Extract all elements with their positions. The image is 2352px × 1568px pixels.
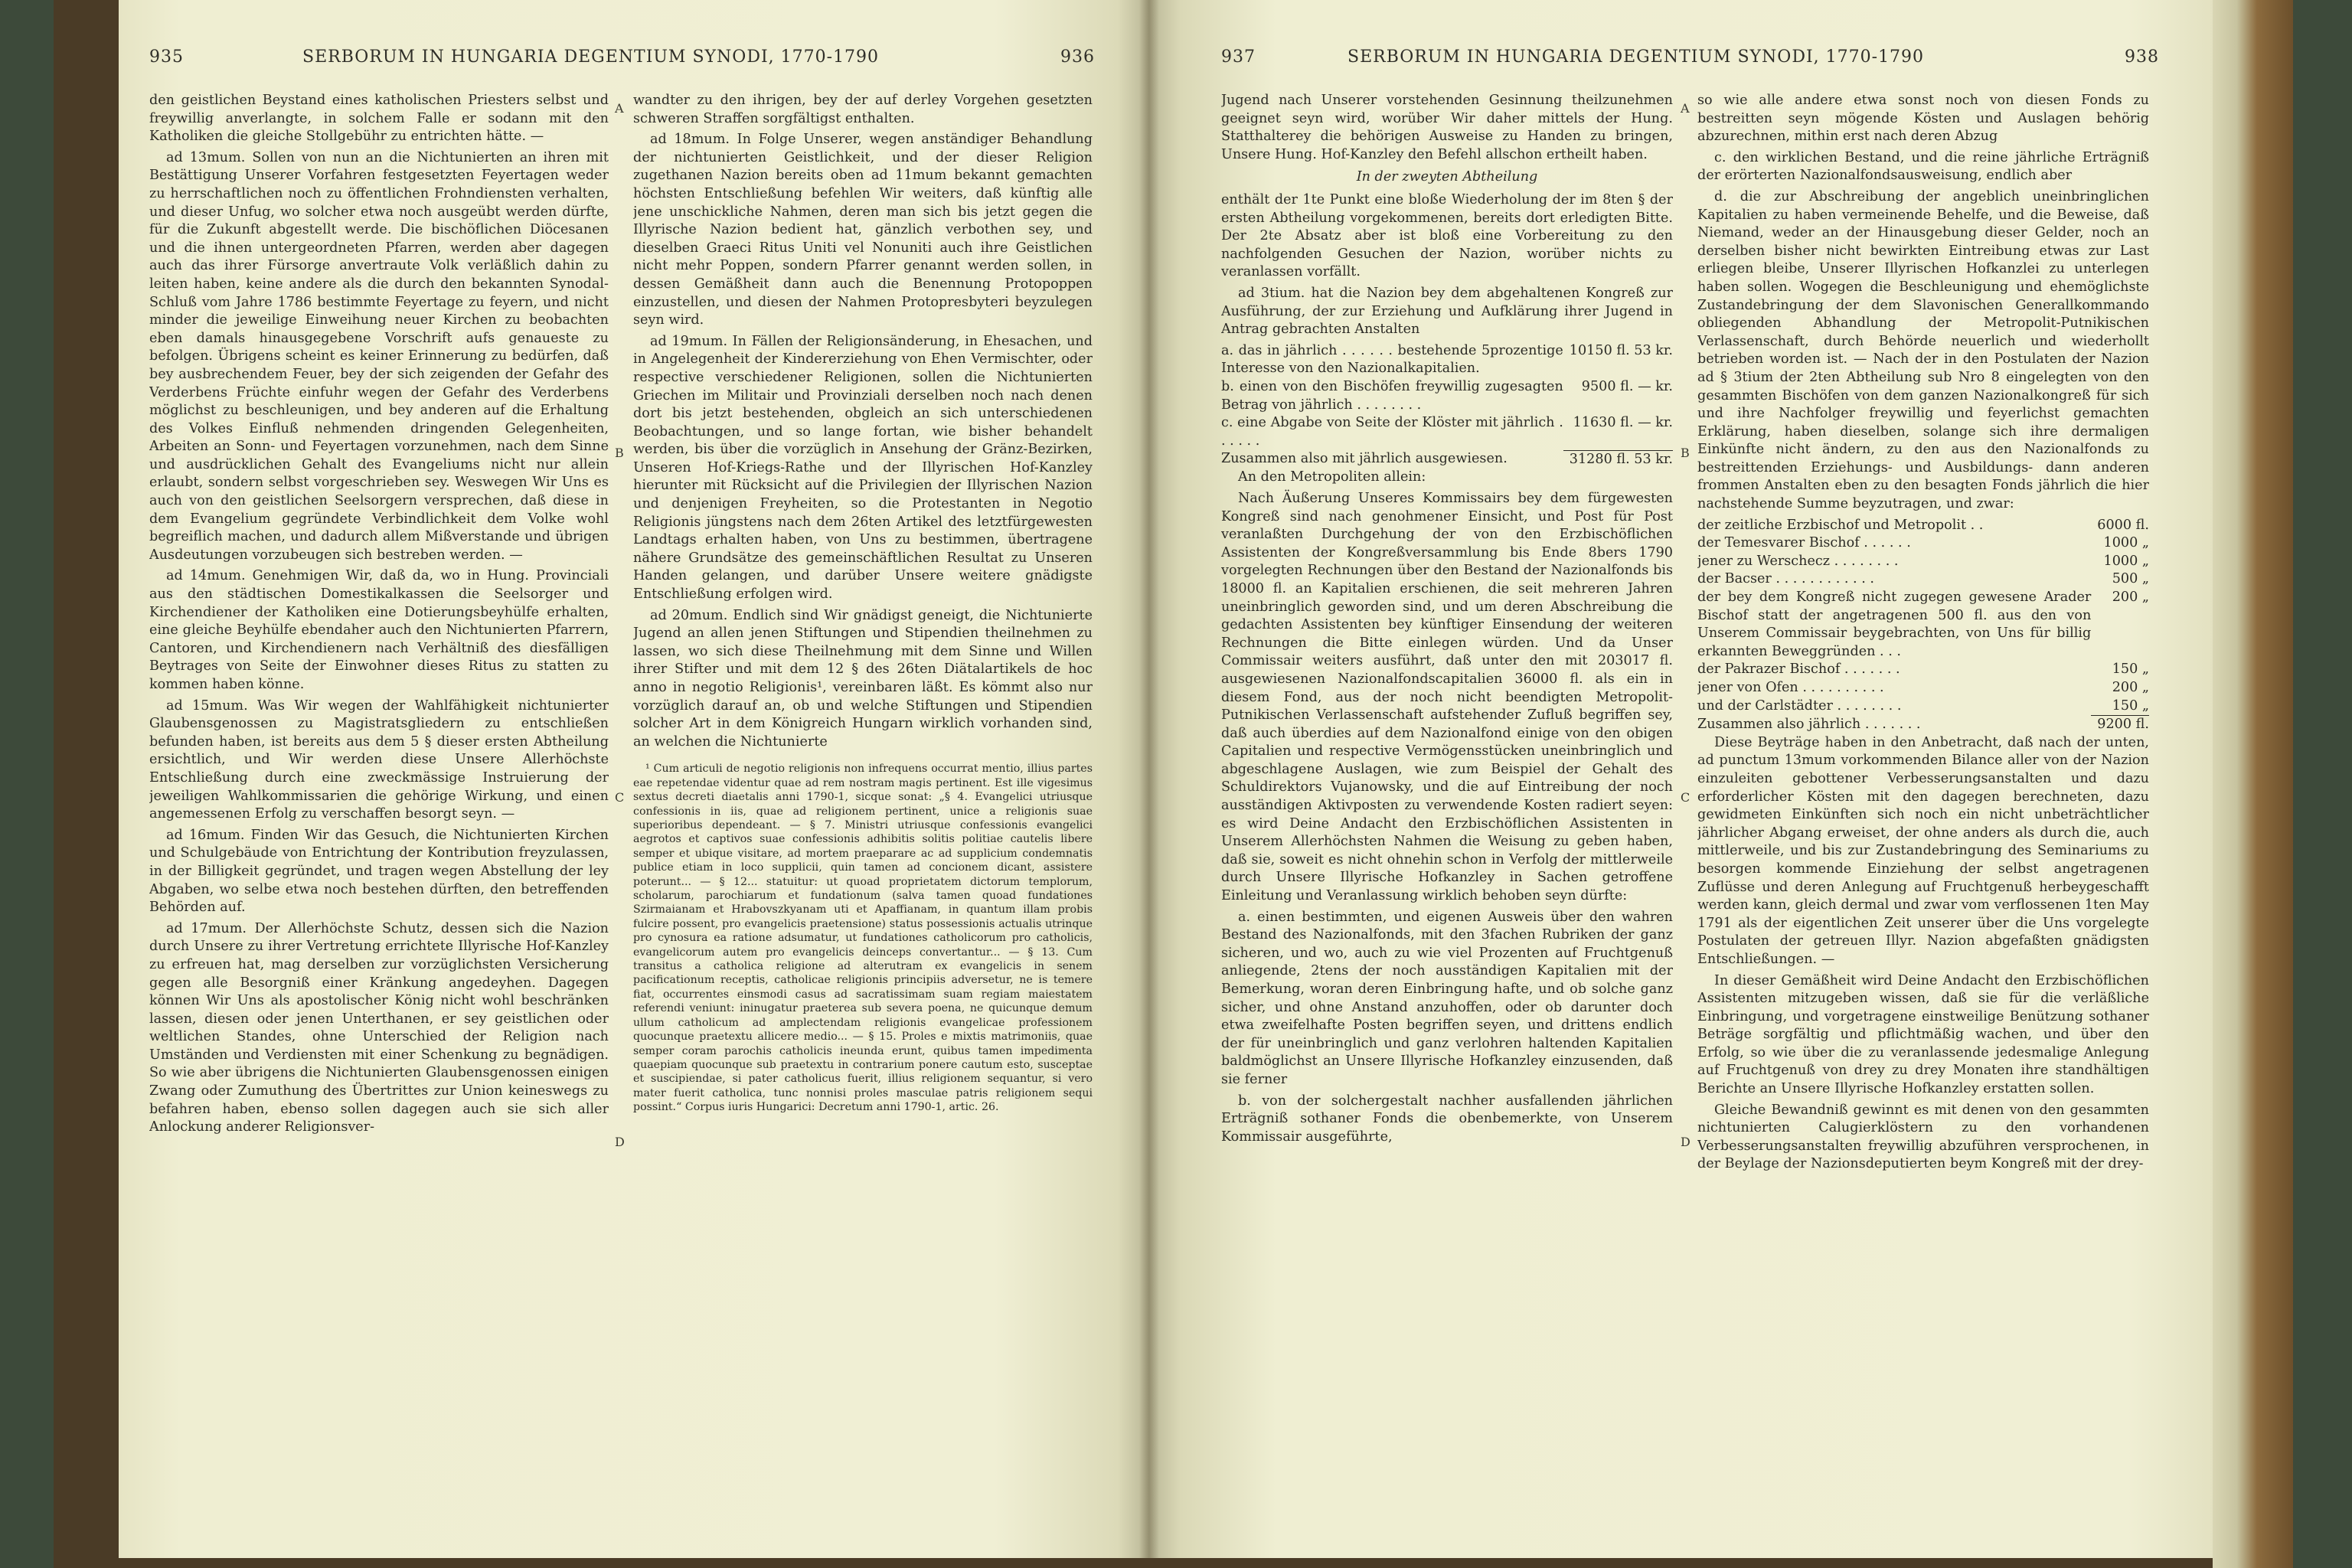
table-row xyxy=(1697,661,2149,679)
paragraph: ad 15mum. Was Wir wegen der Wahlfähigkeit nichtunierter Glaubensgenossen zu Magistratsgliedern zu entschließen befunden haben, ist bereits aus dem 5 § dieser ersten Abtheilung ersichtlich, und Wir werden diese Unsere Allerhöchste Entschließung durch eine zweckmässige Instruierung der jeweiligen Wahlkommissarien die gehörige Wirkung, und einen angemessenen Erfolg zu verschaffen besorgt seyn. — xyxy=(149,697,609,822)
table-row xyxy=(1221,342,1673,378)
table-cell-value: 11630 fl. — kr. xyxy=(1563,414,1673,450)
margin-letter-a: A xyxy=(615,101,624,116)
paragraph: Nach Äußerung Unseres Kommissairs bey dem fürgewesten Kongreß sind nach genohmener Einsicht, und Post für Post veranlaßten Durchgehung der von den Erzbischöflichen Assistenten der Kongreßversammlung bis Ende 8bers 1790 vorgelegten Rechnungen über den Bestand der Nazionalfonds bis 18000 fl. an Kapitalien erschienen, die seit mehreren Jahren uneinbringlich geworden sind, und um deren Abschreibung die gedachten Assistenten bey künftiger Einsendung der weiteren Rechnungen die Bitte einlegen würden. Und da Unser Commissair weiters ausführt, daß unter den mit 203017 fl. ausgewiesenen Nazionalfondscapitalien 36000 fl. als ein in diesem Fond, aus der noch nicht beendigten Metropolit-Putnikischen Verlassenschaft aufstehender Zufluß begriffen sey, daß auch überdies auf dem Nazionalfond einige von den obigen Capitalien und respective Vermögensstücken uneinbringlich und abgeschlagene Auslagen, wie zum Beispiel der Gehalt des Schuldirektors Vujanowsky, und die auf Eintreibung der noch ausständigen Aktivposten zu verwendende Kosten radiert seyen: es wird Deine Andacht den Erzbischöflichen Assistenten in Unserem Allerhöchsten Nahmen die Weisung zu geben haben, daß sie, soweit es nicht ohnehin schon in Verfolg der mittlerweile durch Unsere Illyrische Hofkanzley in Sachen getroffene Einleitung und Veranlassung wirklich behoben seyn dürfte: xyxy=(1221,490,1673,904)
table-row xyxy=(1697,697,2149,716)
page-number-938: 938 xyxy=(2125,47,2159,67)
table-cell-label: jener zu Werschecz . . . . . . . . xyxy=(1697,553,1899,569)
table-row xyxy=(1697,517,2149,535)
footnote xyxy=(633,762,1093,1114)
margin-letter-c: C xyxy=(1681,790,1690,805)
margin-letter-b: B xyxy=(1681,446,1690,460)
bishop-contribution-table xyxy=(1697,517,2149,734)
table-cell-label: der Pakrazer Bischof . . . . . . . xyxy=(1697,662,1900,678)
margin-letter-d: D xyxy=(615,1135,625,1149)
page-number-935: 935 xyxy=(149,47,184,67)
table-cell-label: Zusammen also jährlich . . . . . . . xyxy=(1697,716,1921,732)
margin-letter-c: C xyxy=(615,790,625,805)
paragraph: ad 18mum. In Folge Unserer, wegen anständiger Behandlung der nichtunierten Geistlichkeit, und der dieser Religion zugethanen Nazion bereits oben ad 11mum bekannt gemachten höchsten Entschließung befehlen Wir weiters, daß künftig alle jene unschickliche Nahmen, deren man sich bis jetzt gegen die Illyrische Nazion bedient hat, gänzlich verbothen sey, und dieselben Graeci Ritus Uniti vel Nonuniti auch ihre Geistlichen nicht mehr Poppen, sondern Pfarrer genannt werden sollen, in dessen Gemäßheit dann auch die Benennung Protopoppen einzustellen, und diesen der Nahmen Protopresbyteri beyzulegen seyn wird. xyxy=(633,132,1093,328)
table-row xyxy=(1221,378,1673,414)
page-edges xyxy=(2213,0,2293,1568)
paragraph: ad 16mum. Finden Wir das Gesuch, die Nichtunierten Kirchen und Schulgebäude von Entrichtung der Kontribution freyzulassen, in der Billigkeit gegründet, und tragen wegen Abstellung der ley Abgaben, wo selbe etwa noch bestehen dürften, den betreffenden Behörden auf. xyxy=(149,827,609,916)
paragraph: In dieser Gemäßheit wird Deine Andacht den Erzbischöflichen Assistenten mitzugeben wissen, daß sie für die verläßliche Einbringung, und vorgetragene einstweilige Benützung sothaner Beträge sorgfältig und pflichtmäßig wachen, und über den Erfolg, so wie über die zu veranlassende jedesmalige Anlegung auf Fruchtgenuß von drey zu drey Monaten ihre standhältigen Berichte an Unsere Illyrische Hofkanzley erstatten sollen. xyxy=(1697,972,2149,1097)
table-cell-label: jener von Ofen . . . . . . . . . . xyxy=(1697,680,1884,695)
table-cell-value: 150 „ xyxy=(2112,662,2149,678)
paragraph: Gleiche Bewandniß gewinnt es mit denen von den gesammten nichtunierten Calugierklöstern zu den vorhandenen Verbesserungsanstalten freywillig abzuführen versprochenen, in der Beylage der Nazionsdeputierten beym Kongreß mit der drey- xyxy=(1697,1102,2149,1172)
table-cell-label: der zeitliche Erzbischof und Metropolit . . xyxy=(1697,517,1984,533)
table-row xyxy=(1697,716,2149,734)
fund-table xyxy=(1221,342,1673,469)
table-row xyxy=(1221,414,1673,450)
table-row xyxy=(1697,589,2149,661)
table-cell-value: 6000 fl. xyxy=(2097,517,2149,533)
table-cell-value: 150 „ xyxy=(2091,697,2149,716)
paragraph: c. den wirklichen Bestand, und die reine jährliche Erträgniß der erörterten Nazionalfondsausweisung, endlich aber xyxy=(1697,149,2149,184)
paragraph: ad 13mum. Sollen von nun an die Nichtunierten an ihren mit Bestättigung Unserer Vorfahren festgesetzten Feyertagen weder zu herrschaftlichen noch zu öffentlichen Frohndiensten verhalten, und dieser Unfug, wo solcher etwa noch ausgeübt werden dürfte, für die Zukunft abgestellt werde. Die bischöflichen Diöcesanen und die ihnen untergeordneten Pfarren, werden aber dagegen auch das ihrer Fürsorge anvertraute Volk verläßlich dahin zu leiten haben, keine andere als die durch den bekannten Synodal-Schluß vom Jahre 1786 bestimmte Feyertage zu feyern, und nicht minder die jeweilige Einweihung neuer Kirchen zu beobachten eben damals hinausgegebene Vorschrift aufs genaueste zu befolgen. Übrigens scheint es keiner Erinnerung zu bedürfen, daß bey ausbrechendem Feuer, bey der sich zeigenden der Gefahr des Verderbens Früchte einfuhr wegen der Gefahr des Verderbens möglichst zu beschleunigen, und bey anderen auf die Erhaltung des Volkes Einfluß nehmenden dringenden Gelegenheiten, Arbeiten an Sonn- und Feyertagen vorzunehmen, nach dem Sinne und ausdrücklichen Gehalt des Evangeliums nicht nur allein erlaubt, sondern selbst vorgeschrieben sey. Weswegen Wir Uns es auch von den geistlichen Seelsorgern versprechen, daß diese in dem Evangelium gegründete Verbindlichkeit dem Volke wohl begreiflich machen, und dadurch allem Mißverstande und übrigen Ausdeutungen vorzubeugen sich bestreben werden. — xyxy=(149,149,609,563)
paragraph: b. von der solchergestalt nachher ausfallenden jährlichen Erträgniß sothaner Fonds die obenbemerkte, von Unserem Kommissair ausgeführte, xyxy=(1221,1093,1673,1145)
left-page-column-1 xyxy=(149,92,609,1485)
right-page-column-2 xyxy=(1697,92,2149,1485)
paragraph: ad 3tium. hat die Nazion bey dem abgehaltenen Kongreß zur Ausführung, der zur Erziehung und Aufklärung ihrer Jugend in Antrag gebrachten Anstalten xyxy=(1221,285,1673,338)
paragraph: An den Metropoliten allein: xyxy=(1238,469,1426,485)
left-header-title: SERBORUM IN HUNGARIA DEGENTIUM SYNODI, 1770-1790 xyxy=(302,47,880,67)
left-page xyxy=(119,0,1148,1558)
table-cell-value: 10150 fl. 53 kr. xyxy=(1569,342,1673,358)
table-cell-value: 9500 fl. — kr. xyxy=(1581,378,1673,394)
paragraph: ad 20mum. Endlich sind Wir gnädigst geneigt, die Nichtunierte Jugend an allen jenen Stiftungen und Stipendien theilnehmen zu lassen, wo sich diese Theilnehmung mit dem Sinne und Willen ihrer Stifter und mit dem 12 § des 26ten Diätalartikels de hoc anno in negotio Religionis¹, vereinbaren läßt. Es kömmt also nur vorzüglich darauf an, ob und welche Stiftungen und Stipendien solcher Art in dem Königreich Hungarn wirklich vorhanden sind, an welchen die Nichtunierte xyxy=(633,607,1093,750)
paragraph: a. einen bestimmten, und eigenen Ausweis über den wahren Bestand des Nazionalfonds, mit den 3fachen Rubriken der ganz sicheren, und wo, auch zu wie viel Prozenten auf Fruchtgenuß anliegende, 2tens der noch ausständigen Kapitalien mit der Bemerkung, woran deren Einbringung hafte, und ob solche ganz sicher, und ohne Anstand anzuhoffen, oder ob darunter doch etwa zweifelhafte Posten begriffen seyen, und drittens endlich der für uneinbringlich und ganz verlohren haltenden Kapitalien baldmöglichst an Unsere Illyrische Hofkanzley einzusenden, daß sie ferner xyxy=(1221,909,1673,1087)
table-row xyxy=(1697,570,2149,589)
paragraph: Jugend nach Unserer vorstehenden Gesinnung theilzunehmen geeignet seyn wird, worüber Wir daher mittels der Hung. Statthalterey die behörigen Ausweise zu Handen zu bringen, Unsere Hung. Hof-Kanzley den Befehl allschon ertheilt haben. xyxy=(1221,93,1673,162)
table-row xyxy=(1697,679,2149,697)
paragraph: wandter zu den ihrigen, bey der auf derley Vorgehen gesetzten schweren Straffen sorgfältigst enthalten. xyxy=(633,93,1093,126)
paragraph: ad 14mum. Genehmigen Wir, daß da, wo in Hung. Provinciali aus den städtischen Domestikalkassen die Seelsorger und Kirchendiener der Katholiken eine Dotierungsbeyhülfe erhalten, eine gleiche Beyhülfe ebendaher auch den Nichtunierten Pfarrern, Cantoren, und Kirchendienern nach Verhältniß des diesfälligen Beytrages von Seite der Einwohner dieses Ritus zu statten zu kommen haben könne. xyxy=(149,568,609,692)
table-cell-value: 1000 „ xyxy=(2103,535,2149,551)
right-header-title: SERBORUM IN HUNGARIA DEGENTIUM SYNODI, 1770-1790 xyxy=(1348,47,1925,67)
section-heading: In der zweyten Abtheilung xyxy=(1356,169,1538,185)
margin-letter-b: B xyxy=(615,446,624,460)
table-cell-value: 9200 fl. xyxy=(2097,717,2149,733)
table-cell-label: und der Carlstädter . . . . . . . . xyxy=(1697,697,1902,714)
left-page-column-2 xyxy=(633,92,1093,1485)
footnote-text: ¹ Cum articuli de negotio religionis non infrequens occurrat mentio, illius partes eae repetendae videntur quae ad rem nostram magis pertinent. Est ille vigesimus sextus decreti diaetalis anni 1790-1, sicque sonat: „§ 4. Evangelici utriusque confessionis in iis, quae ad religionem pertinent, unice a religionis suae superioribus dependeant. — § 7. Ministri utriusque confessionis evangelici aegrotos et captivos suae confessionis adhibitis solitis politiae cautelis libere semper et ubique visitare, ad mortem praeparare ac ad supplicium condemnatis publice etiam in loco supplicii, quin tamen ad concionem dicant, assistere poterunt... — § 12... statuitur: ut quoad proprietatem dictorum templorum, scholarum, parochiarum et fundationum (salva tamen quoad fundationes Szirmaianam et Hrabovszkyanam uti et Apaffianam, in quantum illam probis fulcire possent, pro evangelicis praetensione) status possessionis actualis utrinque pro cynosura ea ratione adsumatur, ut fundationes catholicorum pro catholicis, evangelicorum autem pro evangelicis deinceps convertantur... — § 13. Cum transitus a catholica religione ad alterutram ex evangelicis in senem pacificationum receptis, catholicae religionis principiis adversetur, ne is temere fiat, occurrentes einsmodi casus ad sacratissimam suam regiam maiestatem referendi veniunt: ininugatur praeterea sub severa poena, ne quicunque demum ullum catholicum ad amplectendam religionis evangelicae professionem quocunque praetextu allicere medio... — § 15. Proles e mixtis matrimoniis, quae semper coram parochis catholicis ineunda erunt, quibus tamen impedimenta quaepiam quocunque sub praetextu in contrarium ponere cautum esto, susceptae et suscipiendae, si pater catholicus fuerit, illius religionem sequantur, si vero mater fuerit catholica, tunc nonnisi proles masculae patris religionem sequi possint.“ Corpus iuris Hungarici: Decretum anni 1790-1, artic. 26. xyxy=(633,763,1093,1114)
margin-letter-d: D xyxy=(1681,1135,1690,1149)
right-page xyxy=(1148,0,2213,1558)
table-cell-label: Zusammen also mit jährlich ausgewiesen. xyxy=(1221,451,1508,467)
paragraph: ad 19mum. In Fällen der Religionsänderung, in Ehesachen, und in Angelegenheit der Kindererziehung von Ehen Vermischter, oder respective verschiedener Religionen, sollen die Nichtunierten Griechen im Militair und Provinziali derselben noch nach denen dort bis jetzt bestehenden, obgleich an sich unterschiedenen Beobachtungen, und so lange fortan, wie bisher behandelt werden, bis über die vorzüglich in Ansehung der Gränz-Bezirken, Unseren Hof-Kriegs-Rathe und der Illyrischen Hof-Kanzley hierunter mit Rücksicht auf die Privilegien der Illyrischen Nazion und denjenigen Freyheiten, so die Protestanten in Negotio Religionis jüngstens nach dem 26ten Artikel des letztfürgewesten Landtags erhalten haben, von Uns zu bestimmen, übertragene nähere Grundsätze des gemeinschäftlichen Resultat zu Unseren Handen gelangen, und darüber Unsere weitere gnädigste Entschließung erfolgen wird. xyxy=(633,333,1093,603)
paragraph: so wie alle andere etwa sonst noch von diesen Fonds zu bestreitten seyn mögende Kösten und Auslagen behörig abzurechnen, mithin erst nach deren Abzug xyxy=(1697,93,2149,145)
table-cell-value: 200 „ xyxy=(2112,590,2149,606)
table-cell-label: a. das in jährlich . . . . . . bestehende 5prozentige Interesse von den Nazionalkapitalien. xyxy=(1221,342,1563,377)
table-cell-value: 200 „ xyxy=(2112,680,2149,695)
table-cell-label: b. einen von den Bischöfen freywillig zugesagten Betrag von jährlich . . . . . . . . xyxy=(1221,378,1563,413)
table-cell-label: der Bacser . . . . . . . . . . . . xyxy=(1697,571,1875,587)
page-number-936: 936 xyxy=(1060,47,1095,67)
table-cell-value: 1000 „ xyxy=(2103,553,2149,569)
page-number-937: 937 xyxy=(1221,47,1256,67)
right-page-column-1 xyxy=(1221,92,1673,1485)
paragraph: den geistlichen Beystand eines katholischen Priesters selbst und freywillig anverlangte, in solchem Falle er sodann mit den Katholiken die gleiche Stollgebühr zu entrichten hätte. — xyxy=(149,93,609,145)
table-row xyxy=(1221,450,1673,469)
paragraph: enthält der 1te Punkt eine bloße Wiederholung der im 8ten § der ersten Abtheilung vorgekommenen, bereits dort erledigten Bitte. Der 2te Absatz aber ist bloß eine Vorbereitung zu den nachfolgenden Gesuchen der Nazion, worüber nichts zu veranlassen vorfällt. xyxy=(1221,191,1673,280)
table-row xyxy=(1697,553,2149,571)
paragraph: d. die zur Abschreibung der angeblich uneinbringlichen Kapitalien zu haben vermeinende Behelfe, und die Beweise, daß Niemand, weder an der Hinausgebung dieser Gelder, noch an derselben bisher nicht bewirkten Eintreibung etwas zur Last erliegen bleibe, Unserer Illyrischen Hofkanzlei zu unterlegen haben sollen. Wogegen die Beschleunigung und ehemöglichste Zustandebringung der dem Slavonischen Generallkommando obliegenden Abhandlung der Metropolit-Putnikischen Verlassenschaft, durch Behörde neuerlich und wiederhollt betrieben worden ist. — Nach der in den Postulaten der Nazion ad § 3tium der 2ten Abtheilung sub Nro 8 eingelegten von den gesammten Bischöfen von dem ganzen Nazionalkongreß für sich und ihre Nachfolger freywillig und feyerlichst gemachten Erklärung, haben dieselben, solange sich ihre dermaligen Einkünfte nicht ändern, zu den aus den Nazionalfonds zu bestreittenden Erziehungs- und Ausbildungs- dann anderen frommen Anstalten eben zu den besagten Fonds jährlich die hier nachstehende Summe beyzutragen, und zwar: xyxy=(1697,188,2149,512)
paragraph: Diese Beyträge haben in den Anbetracht, daß nach der unten, ad punctum 13mum vorkommenden Bilance aller von der Nazion einzuleiten gebottener Verbesserungsanstalten und dazu erforderlicher Kösten mit den dagegen berechneten, dazu gewidmeten Einkünften sich noch ein nicht unbeträchtlicher jährlicher Abgang erweiset, der ohne anders als durch die, auch mittlerweile, und bis zur Zustandebringung des Seminariums zu besorgen kommende Einziehung der selbst angetragenen Zuflüsse und deren Anlegung auf Fruchtgenuß herbeygeschafft werden kann, gleich dermal und zwar vom verflossenen 1ten May 1791 als der eigentlichen Zeit unserer über die Uns vorgelegte Postulaten der getreuen Illyr. Nazion abgefaßten gnädigsten Entschließungen. — xyxy=(1697,734,2149,967)
table-cell-label: der bey dem Kongreß nicht zugegen gewesene Arader Bischof statt der angetragenen 500 fl. aus den von Unserem Commissair beygebrachten, von Uns für billig erkannten Beweggründen . . . xyxy=(1697,590,2092,659)
book-spread xyxy=(54,0,2293,1568)
paragraph: ad 17mum. Der Allerhöchste Schutz, dessen sich die Nazion durch Unsere zu ihrer Vertretung errichtete Illyrische Hof-Kanzley zu erfreuen hat, mag derselben zur vorzüglichsten Versicherung gegen alle Besorgniß einer Kränkung angedeyhen. Dagegen können Wir Uns als apostolischer König nicht wohl beschränken lassen, diesen oder jenen Unterthanen, er sey geistlichen oder weltlichen Standes, ohne Unterschied der Religion nach Umständen und Verdiensten mit einer Schenkung zu begnädigen. So wie aber übrigens die Nichtunierten Glaubensgenossen einigen Zwang oder Zumuthung des Übertrittes zur Union keineswegs zu befahren haben, ebenso sollen dagegen auch sie sich aller Anlockung anderer Religionsver- xyxy=(149,920,609,1135)
margin-letter-a: A xyxy=(1681,101,1690,116)
table-cell-value: 500 „ xyxy=(2112,571,2149,587)
book-gutter xyxy=(1139,0,1159,1558)
table-cell-label: c. eine Abgabe von Seite der Klöster mit jährlich . . . . . . xyxy=(1221,415,1563,449)
table-cell-value: 31280 fl. 53 kr. xyxy=(1569,451,1673,467)
table-cell-label: der Temesvarer Bischof . . . . . . xyxy=(1697,535,1911,551)
table-row xyxy=(1697,534,2149,553)
